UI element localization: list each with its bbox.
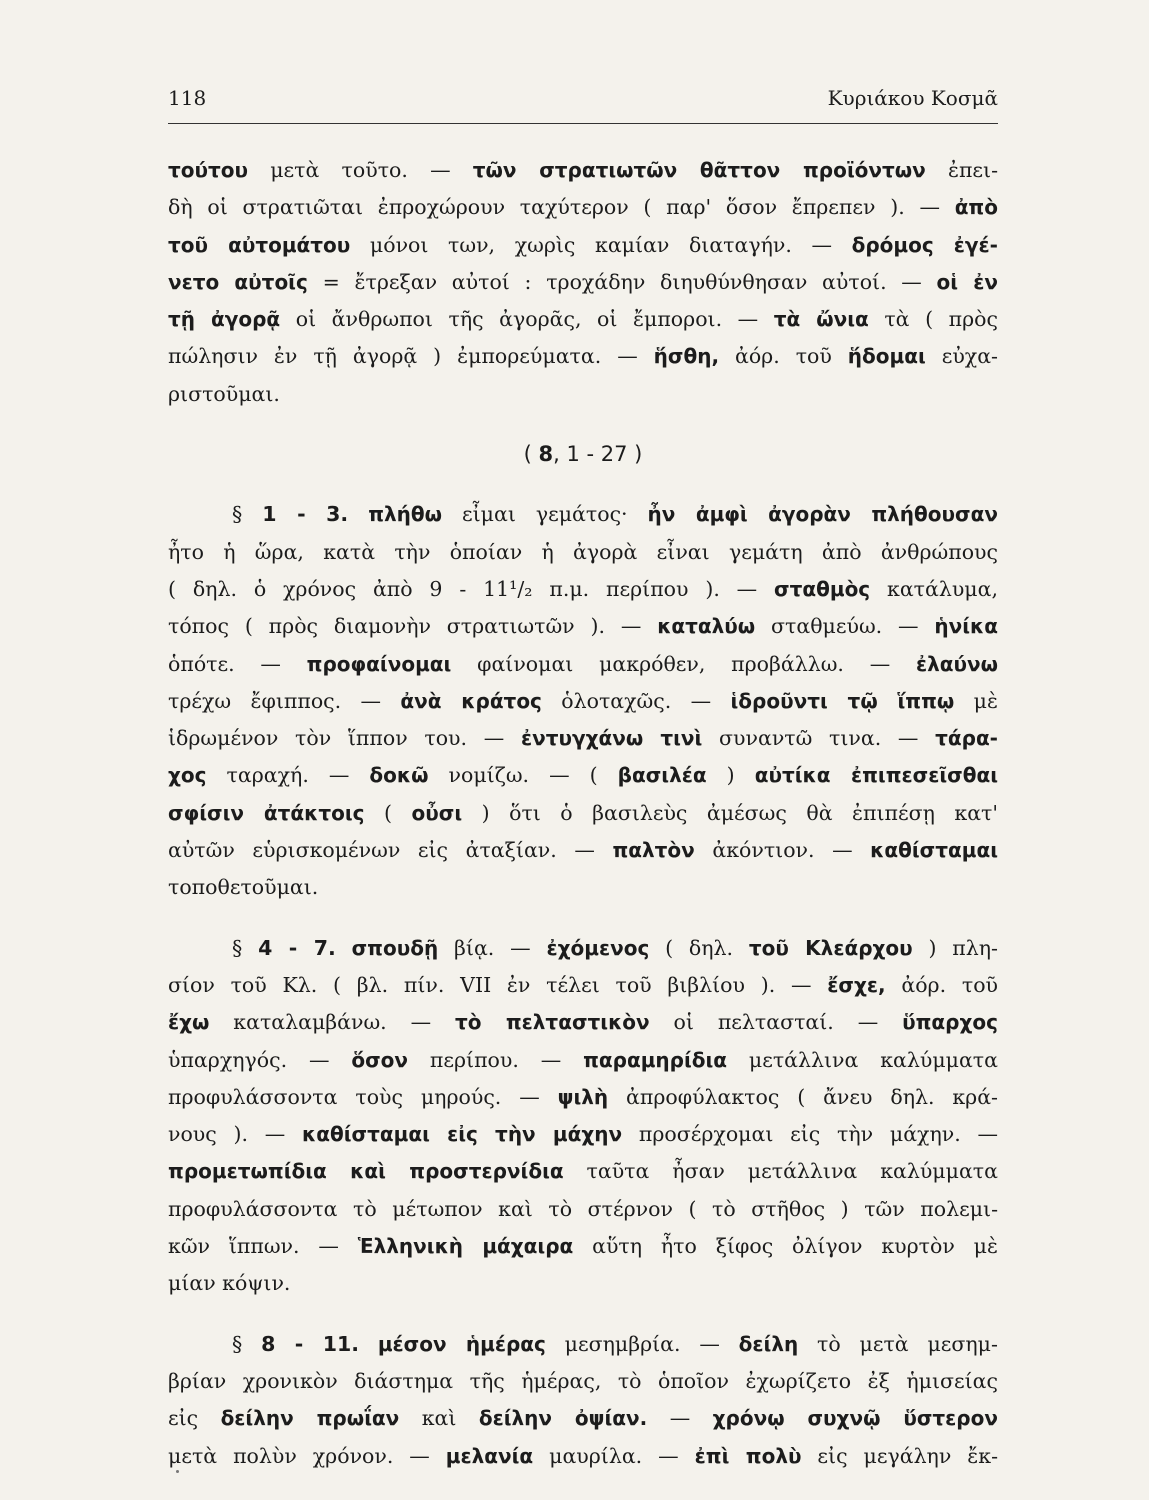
text-line: [168, 152, 998, 189]
lemma: τοῦ αὐτομάτου: [168, 232, 351, 257]
section-number: 8 - 11.: [261, 1331, 360, 1356]
lemma: ὕπαρχος: [902, 1010, 998, 1035]
gloss: [359, 1332, 378, 1356]
text-line: [168, 1400, 998, 1437]
lemma: ψιλὴ: [557, 1084, 609, 1109]
lemma: καθίσταμαι εἰς τὴν μάχην: [302, 1122, 623, 1147]
gloss: §: [232, 1331, 262, 1356]
paragraph-gap: [168, 907, 998, 930]
gloss: εἰς μεγάλην ἔκ-: [801, 1443, 998, 1468]
lemma: ἥσθη,: [653, 344, 720, 369]
lemma: σταθμὸς: [774, 576, 871, 601]
gloss: εὐχα-: [925, 344, 998, 369]
gloss: ἦτο ἡ ὥρα, κατὰ τὴν ὁποίαν ἡ ἀγορὰ εἶναι γεμάτη ἀπὸ ἀνθρώπους: [168, 539, 998, 564]
section-number: 4 - 7.: [258, 935, 336, 960]
gloss: ταραχή. —: [206, 763, 370, 788]
gloss: μεσημβρία. —: [545, 1331, 739, 1356]
gloss: ) ὅτι ὁ βασιλεὺς ἀμέσως θὰ ἐπιπέσῃ κατ': [462, 800, 998, 825]
text-line: [168, 1438, 998, 1475]
gloss: τόπος ( πρὸς διαμονὴν στρατιωτῶν ). —: [168, 614, 658, 639]
text-line: [168, 496, 998, 533]
lemma: τάρα-: [935, 726, 998, 751]
lemma: ἔχω: [168, 1010, 210, 1035]
lemma: δρόμος ἐγέ-: [851, 232, 998, 257]
gloss: τὸ μετὰ μεσημ-: [798, 1331, 998, 1356]
lemma: ἀπὸ: [954, 195, 998, 220]
body-text: [168, 152, 998, 1475]
gloss: εἰς: [168, 1406, 221, 1431]
gloss: τρέχω ἔφιππος. —: [168, 688, 401, 713]
section-number: 8: [538, 442, 554, 467]
gloss: ἀπροφύλακτος ( ἄνευ δηλ. κρά-: [608, 1084, 998, 1109]
lemma: προφαίνομαι: [306, 651, 452, 676]
lemma: ἐλαύνω: [915, 651, 998, 676]
lemma: βασιλέα: [617, 763, 707, 788]
running-title: Κυριάκου Κοσμᾶ: [827, 86, 998, 110]
text-line: [168, 264, 998, 301]
gloss: ὑπαρχηγός. —: [168, 1047, 352, 1072]
lemma: ἱδροῦντι τῷ ἵππῳ: [730, 688, 955, 713]
lemma: τούτου: [168, 158, 249, 182]
text-line: [168, 1153, 998, 1190]
text-line: [168, 930, 998, 967]
lemma: μελανία: [445, 1443, 534, 1468]
gloss: προφυλάσσοντα τοὺς μηρούς. —: [168, 1084, 558, 1109]
gloss: (: [523, 442, 539, 467]
lemma: προμετωπίδια καὶ προστερνίδια: [168, 1159, 564, 1184]
lemma: ἔσχε,: [827, 972, 886, 997]
gloss: κῶν ἵππων. —: [168, 1234, 358, 1259]
gloss: (: [364, 800, 412, 825]
gloss: βίᾳ. —: [438, 935, 547, 960]
text-line: [168, 1042, 998, 1079]
gloss: μετάλλινα καλύμματα: [727, 1047, 998, 1072]
lemma: ἦν ἀμφὶ ἀγορὰν πλήθουσαν: [647, 502, 998, 527]
paragraph-gap: [168, 413, 998, 436]
text-line: [168, 534, 998, 571]
lemma: χος: [168, 763, 207, 788]
text-line: [168, 832, 998, 869]
text-line: [168, 1228, 998, 1265]
lemma: οὖσι: [411, 800, 463, 825]
gloss: βρίαν χρονικὸν διάστημα τῆς ἡμέρας, τὸ ὁποῖον ἐχωρίζετο ἐξ ἡμισείας: [168, 1368, 998, 1393]
gloss: μετὰ τοῦτο. —: [248, 158, 473, 182]
gloss: ( δηλ.: [649, 935, 749, 960]
section-heading: [168, 436, 998, 473]
lemma: ἥδομαι: [847, 344, 926, 369]
lemma: ἐπὶ πολὺ: [694, 1443, 802, 1468]
lemma: τὸ πελταστικὸν: [454, 1010, 650, 1035]
lemma: δείλην πρωΐαν: [220, 1406, 400, 1431]
gloss: οἱ πελτασταί. —: [649, 1010, 903, 1035]
gloss: μαυρίλα. —: [533, 1443, 695, 1468]
gloss: τὰ ( πρὸς: [868, 307, 998, 332]
gloss: οἱ ἄνθρωποι τῆς ἀγορᾶς, οἱ ἔμποροι. —: [280, 307, 774, 332]
text-line: [168, 869, 998, 906]
text-line: [168, 646, 998, 683]
lemma: τῇ ἀγορᾷ: [168, 307, 281, 332]
gloss: §: [232, 502, 263, 527]
gloss: = ἔτρεξαν αὐτοί : τροχάδην διηυθύνθησαν αὐτοί. —: [307, 269, 937, 294]
paragraph-gap: [168, 473, 998, 496]
gloss: καὶ: [399, 1406, 479, 1431]
gloss: εἶμαι γεμάτος·: [442, 502, 648, 527]
gloss: [348, 502, 368, 526]
lemma: σφίσιν ἀτάκτοις: [168, 800, 365, 825]
gloss: μετὰ πολὺν χρόνον. —: [168, 1443, 446, 1468]
gloss: ριστοῦμαι.: [168, 381, 280, 406]
gloss: μὲ: [954, 688, 998, 713]
text-line: [168, 1265, 998, 1302]
gloss: κατάλυμα,: [870, 576, 998, 601]
lemma: δείλην ὀψίαν.: [478, 1406, 648, 1431]
gloss: σταθμεύω. —: [755, 614, 935, 639]
gloss: πώλησιν ἐν τῇ ἀγορᾷ ) ἐμπορεύματα. —: [168, 344, 654, 369]
text-line: [168, 338, 998, 375]
gloss: αὕτη ἦτο ξίφος ὀλίγον κυρτὸν μὲ: [573, 1234, 998, 1259]
lemma: δείλη: [738, 1331, 799, 1356]
scan-speck: [176, 1470, 179, 1473]
gloss: μόνοι των, χωρὶς καμίαν διαταγήν. —: [350, 232, 852, 257]
lemma: μέσον ἡμέρας: [377, 1331, 546, 1356]
text-line: [168, 967, 998, 1004]
gloss: περίπου. —: [408, 1047, 584, 1072]
gloss: μίαν κόψιν.: [168, 1271, 291, 1296]
lemma: τῶν στρατιωτῶν θᾶττον προϊόντων: [472, 158, 926, 182]
gloss: καταλαμβάνω. —: [209, 1010, 455, 1035]
lemma: ἡνίκα: [934, 614, 998, 639]
lemma: καθίσταμαι: [870, 838, 998, 863]
lemma: δοκῶ: [369, 763, 429, 788]
lemma: τοῦ Κλεάρχου: [748, 935, 913, 960]
text-line: [168, 1116, 998, 1153]
gloss: ἐπει-: [925, 158, 998, 182]
gloss: τοποθετοῦμαι.: [168, 875, 319, 900]
gloss: —: [647, 1406, 713, 1431]
gloss: σίον τοῦ Κλ. ( βλ. πίν. VII ἐν τέλει τοῦ βιβλίου ). —: [168, 972, 828, 997]
gloss: συναντῶ τινα. —: [702, 726, 936, 751]
gloss: ): [706, 763, 755, 788]
gloss: ( δηλ. ὁ χρόνος ἀπὸ 9 - 11¹/₂ π.μ. περίπου ). —: [168, 576, 775, 601]
lemma: Ἑλληνικὴ μάχαιρα: [357, 1234, 574, 1259]
gloss: δὴ οἱ στρατιῶται ἐπροχώρουν ταχύτερον ( παρ' ὅσον ἔπρεπεν ). —: [168, 195, 955, 220]
lemma: παλτὸν: [612, 838, 695, 863]
text-line: [168, 1326, 998, 1363]
header-rule: [168, 123, 998, 124]
text-line: [168, 571, 998, 608]
text-line: [168, 683, 998, 720]
gloss: φαίνομαι μακρόθεν, προβάλλω. —: [451, 651, 916, 676]
text-line: [168, 720, 998, 757]
gloss: ταῦτα ἦσαν μετάλλινα καλύμματα: [563, 1159, 998, 1184]
text-line: [168, 1004, 998, 1041]
section-number: 1 - 3.: [262, 502, 349, 527]
text-line: [168, 795, 998, 832]
gloss: ὁπότε. —: [168, 651, 307, 676]
text-line: [168, 757, 998, 794]
lemma: πλήθω: [368, 502, 443, 527]
lemma: νετο αὐτοῖς: [168, 269, 308, 294]
text-line: [168, 301, 998, 338]
text-line: [168, 227, 998, 264]
gloss: [336, 936, 352, 960]
gloss: νομίζω. — (: [428, 763, 618, 788]
gloss: §: [232, 935, 259, 960]
lemma: τὰ ὤνια: [773, 307, 869, 332]
lemma: χρόνῳ συχνῷ ὕστερον: [712, 1406, 998, 1431]
gloss: ) πλη-: [912, 935, 998, 960]
text-line: [168, 1191, 998, 1228]
lemma: ὅσον: [351, 1047, 409, 1072]
gloss: ἀκόντιον. —: [694, 838, 871, 863]
gloss: ἀόρ. τοῦ: [885, 972, 998, 997]
text-line: [168, 189, 998, 226]
gloss: νους ). —: [168, 1122, 303, 1147]
text-line: [168, 376, 998, 413]
text-line: [168, 1363, 998, 1400]
text-line: [168, 1079, 998, 1116]
text-line: [168, 608, 998, 645]
lemma: σπουδῇ: [351, 935, 439, 960]
gloss: ἱδρωμένον τὸν ἵππον του. —: [168, 726, 521, 751]
lemma: ἀνὰ κράτος: [400, 688, 542, 713]
gloss: ἀόρ. τοῦ: [719, 344, 848, 369]
lemma: παραμηρίδια: [583, 1047, 728, 1072]
running-header: [168, 86, 998, 110]
gloss: , 1 - 27 ): [553, 442, 643, 467]
lemma: ἐχόμενος: [546, 935, 650, 960]
gloss: αὐτῶν εὑρισκομένων εἰς ἀταξίαν. —: [168, 838, 613, 863]
page-number: 118: [168, 86, 207, 110]
lemma: ἐντυγχάνω τινὶ: [520, 726, 703, 751]
gloss: προφυλάσσοντα τὸ μέτωπον καὶ τὸ στέρνον ( τὸ στῆθος ) τῶν πολεμι-: [168, 1196, 998, 1221]
lemma: οἱ ἐν: [936, 269, 998, 294]
gloss: προσέρχομαι εἰς τὴν μάχην. —: [622, 1122, 998, 1147]
lemma: αὐτίκα ἐπιπεσεῖσθαι: [754, 763, 998, 788]
gloss: ὁλοταχῶς. —: [541, 688, 731, 713]
lemma: καταλύω: [657, 614, 756, 639]
paragraph-gap: [168, 1303, 998, 1326]
